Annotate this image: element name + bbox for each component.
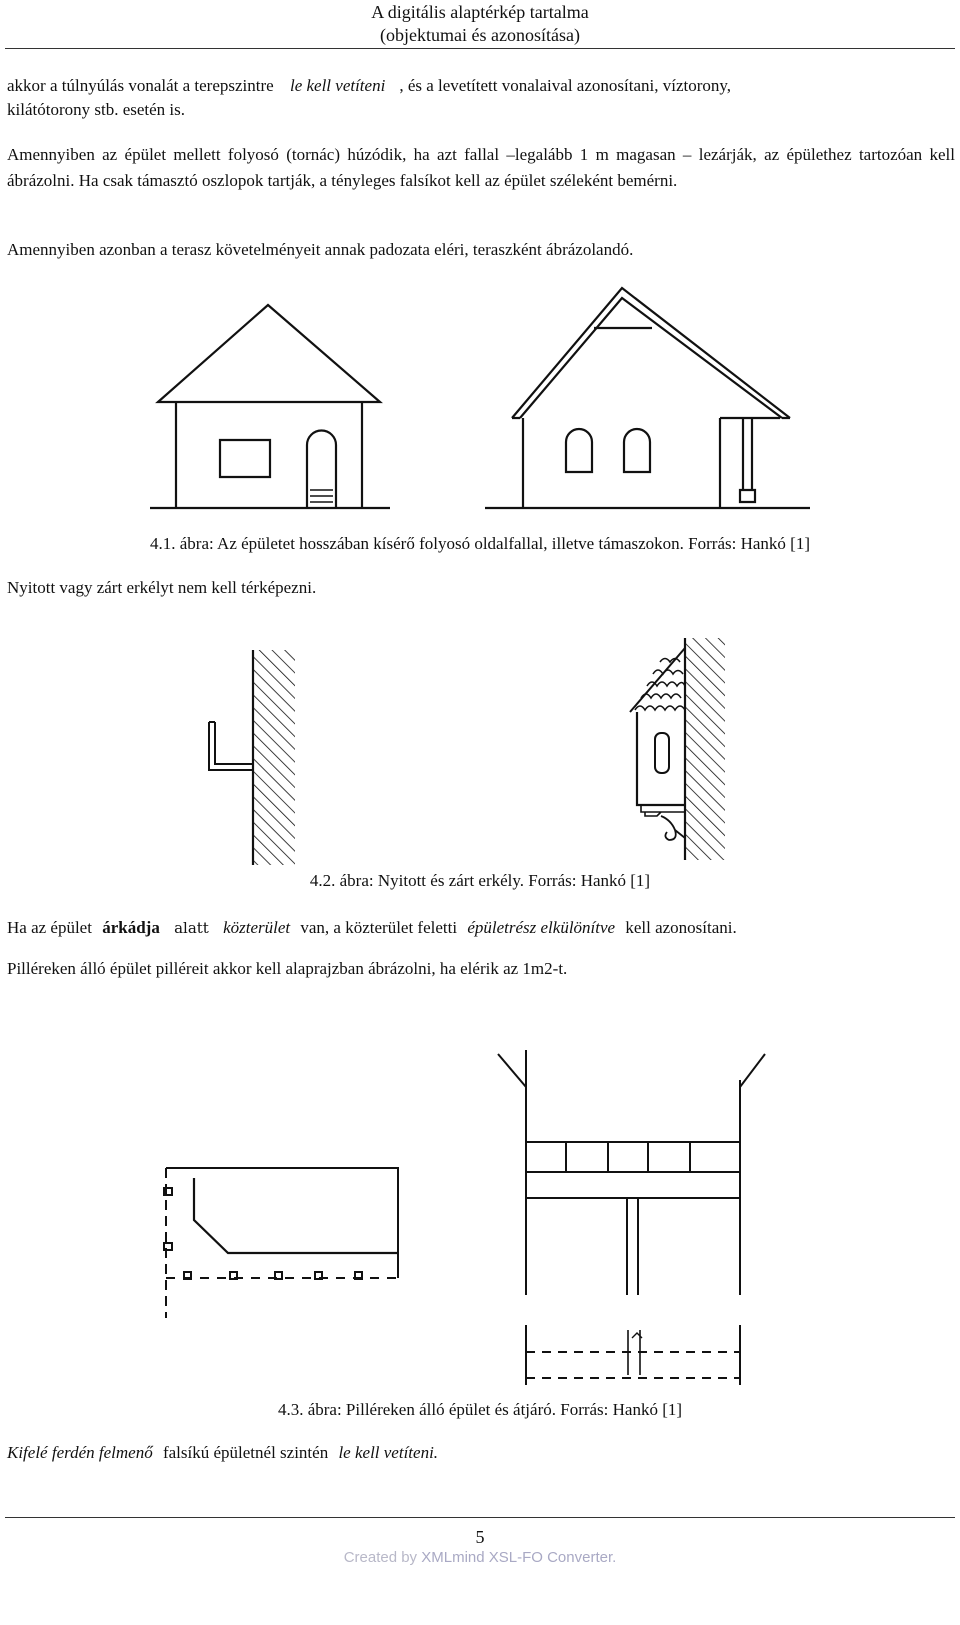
footer-rule	[5, 1517, 955, 1518]
pillar-elevation	[498, 1050, 765, 1385]
paragraph-overhang-text-c: , és a levetített vonalaival azonosítani, víztorony,	[399, 76, 732, 95]
figure-4-1-drawing	[140, 280, 860, 530]
house2-roof-inner	[520, 298, 782, 418]
house2-roof-outer	[512, 288, 790, 418]
paragraph-slanted-wall	[7, 1440, 957, 1466]
paragraph-overhang-emph: le kell vetíteni	[289, 76, 386, 95]
paragraph-overhang-text-a: akkor a túlnyúlás vonalát a terepszintre	[7, 76, 274, 95]
watermark-converter-link[interactable]: XMLmind XSL-FO Converter.	[421, 1549, 617, 1566]
paragraph-arcade-part: épületrész elkülönítve	[467, 918, 616, 937]
figure-4-3-drawing	[150, 1040, 790, 1400]
house2-window-right	[624, 429, 650, 472]
figure-4-2-drawing	[175, 630, 775, 870]
page-header-title: A digitális alaptérkép tartalma	[371, 2, 589, 22]
house2-window-left	[566, 429, 592, 472]
paragraph-arcade	[7, 915, 957, 941]
figure-4-1-caption: 4.1. ábra: Az épületet hosszában kísérő folyosó oldalfallal, illetve támaszokon. Forrás: Hankó [1]	[150, 534, 810, 553]
page-number: 5	[475, 1527, 485, 1547]
paragraph-arcade-text-g: kell azonosítani.	[625, 918, 737, 937]
paragraph-pillars: Pilléreken álló épület pilléreit akkor kell alaprajzban ábrázolni, ha elérik az 1m2-t.	[7, 959, 568, 978]
header-rule	[5, 48, 955, 49]
house1-roof	[158, 305, 380, 402]
paragraph-overhang-line2: kilátótorony stb. esetén is.	[7, 100, 186, 119]
figure-4-3-caption: 4.3. ábra: Pilléreken álló épület és átjáró. Forrás: Hankó [1]	[277, 1400, 683, 1419]
page-header-subtitle: (objektumai és azonosítása)	[380, 25, 580, 45]
paragraph-arcade-public: közterület	[223, 918, 291, 937]
open-balcony	[209, 650, 295, 865]
paragraph-slanted-wall-emph2: le kell vetíteni.	[338, 1443, 439, 1462]
paragraph-balcony: Nyitott vagy zárt erkélyt nem kell térképezni.	[7, 578, 317, 597]
converter-watermark	[0, 1549, 960, 1567]
pillar-plan	[164, 1168, 398, 1318]
paragraph-slanted-wall-text: falsíkú épületnél szintén	[162, 1443, 329, 1462]
house1-steps	[310, 490, 333, 502]
paragraph-arcade-text-c: alatt	[174, 919, 209, 937]
paragraph-terrace: Amennyiben azonban a terasz követelményeit annak padozata eléri, teraszként ábrázolandó.	[7, 240, 634, 259]
closed-balcony	[630, 638, 725, 860]
paragraph-overhang	[7, 73, 957, 99]
paragraph-slanted-wall-emph: Kifelé ferdén felmenő	[7, 1443, 153, 1462]
house1-window	[220, 440, 270, 477]
house2-pillar	[740, 418, 755, 502]
paragraph-arcade-text-a: Ha az épület	[7, 918, 92, 937]
figure-4-2-caption: 4.2. ábra: Nyitott és zárt erkély. Forrás: Hankó [1]	[309, 871, 651, 890]
paragraph-arcade-emph: árkádja	[102, 918, 160, 937]
paragraph-arcade-text-e: van, a közterület feletti	[300, 918, 458, 937]
watermark-created-by: Created by	[343, 1549, 418, 1566]
paragraph-corridor: Amennyiben az épület mellett folyosó (tornác) húzódik, ha azt fallal –legalább 1 m magasan – lezárják, az épülethez tartozóan kell ábrázolni. Ha csak támasztó oszlopok tartják, a tényleges falsíkot kell az épület széleként bemérni.	[7, 145, 955, 190]
house2-walls	[523, 418, 720, 508]
